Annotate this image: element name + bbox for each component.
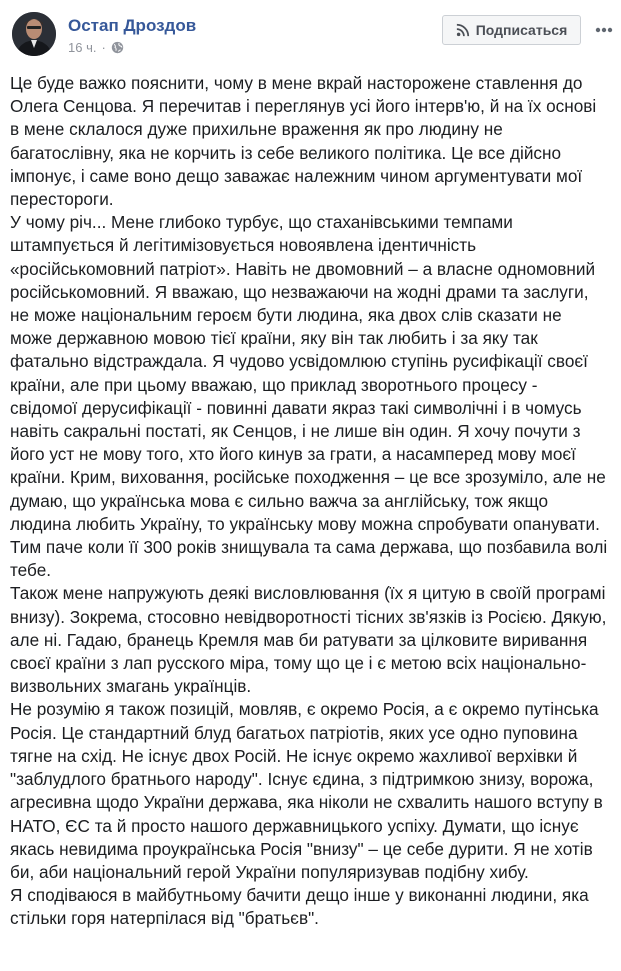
rss-icon	[456, 23, 470, 37]
post-text	[10, 72, 608, 931]
post-paragraph: У чому річ... Мене глибоко турбує, що стаханівськими темпами штампується й легітимізовується новоявлена ідентичність «російськомовний патріот». Навіть не двомовний – а власне одномовний російськомовний. Я вважаю, що незважаючи на жодні драми та заслуги, не може національним героєм бути людина, яка двох слів сказати не може державною мовою тієї країни, яку він так любить і за яку так фатально відстраждала. Я чудово усвідомлюю ступінь русифікації своєї країни, але при цьому вважаю, що приклад зворотнього процесу - свідомої дерусифікації - повинні давати якраз такі символічні і в чомусь навіть сакральні постаті, як Сенцов, і не лише він один. Я хочу почути з його уст не мову того, хто його кинув за грати, а насамперед мову моєї країни. Крим, виховання, російське походження – це все зрозуміло, але не думаю, що українська мова є сильно важча за англійську, тож якщо людина любить Україну, то українську мову можна спробувати опанувати. Тим паче коли її 300 років знищувала та сама держава, що позбавила волі тебе.	[10, 212, 608, 581]
globe-icon[interactable]	[111, 41, 124, 54]
post-paragraph: Я сподіваюся в майбутньому бачити дещо інше у виконанні людини, яка стільки горя натерпілася від "братьєв".	[10, 885, 589, 929]
follow-button-label: Подписаться	[475, 22, 568, 38]
post-paragraph: Це буде важко пояснити, чому в мене вкрай насторожене ставлення до Олега Сенцова. Я перечитав і переглянув усі його інтерв'ю, й на їх основі в мене склалося дуже прихильне враження як про людину не багатослівну, яка не корчить із себе великого політика. Це все дійсно імпонує, і саме воно дещо заважає належним чином аргументувати мої перестороги.	[10, 73, 597, 210]
post-paragraph: Не розумію я також позицій, мовляв, є окремо Росія, а є окремо путінська Росія. Це стандартний блуд багатьох патріотів, яких усе одно пуповина тягне на схід. Не існує двох Росій. Не існує окремо жахливої верхівки й "заблудлого братнього народу". Існує єдина, з підтримкою знизу, ворожа, агресивна щодо України держава, яка ніколи не схвалить нашого вступу в НАТО, ЄС та й просто нашого державницького успіху. Думати, що існує якась невидима проукраїнська Росія "внизу" – це себе дурити. Я не хотів би, аби національний герой України популяризував подібну хибу.	[10, 699, 603, 882]
avatar-photo	[12, 12, 56, 56]
post-header	[0, 0, 621, 70]
author-name[interactable]: Остап Дроздов	[68, 16, 197, 35]
post-paragraph: Також мене напружують деякі висловлювання (їх я цитую в своїй програмі внизу). Зокрема, стосовно невідворотності тісних зв'язків із Росією. Дякую, але ні. Гадаю, бранець Кремля мав би ратувати за цілковите виривання своєї країни з лап русского міра, тому що це і є метою всіх національно-визвольних змагань українців.	[10, 583, 607, 697]
more-options-icon	[595, 27, 613, 33]
author-avatar[interactable]	[12, 12, 56, 56]
follow-button[interactable]	[442, 15, 581, 45]
meta-separator: ·	[101, 40, 106, 55]
post-timestamp[interactable]: 16 ч.	[68, 40, 97, 55]
more-options-button[interactable]	[594, 22, 614, 38]
post-meta	[68, 40, 124, 55]
